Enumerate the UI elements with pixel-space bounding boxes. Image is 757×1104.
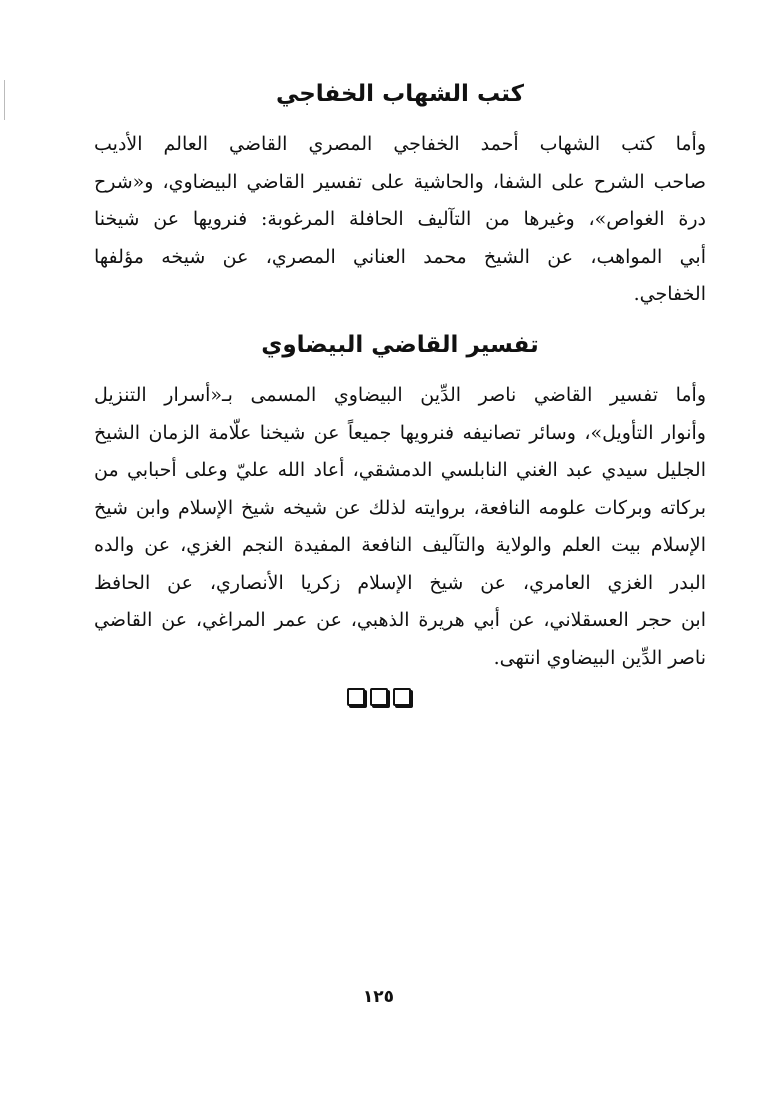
text-line: البدر الغزي العامري، عن شيخ الإسلام زكريا الأنصاري، عن الحافظ — [94, 571, 706, 594]
text-line: وأما كتب الشهاب أحمد الخفاجي المصري القاضي العالم الأديب — [94, 133, 706, 155]
text-line: بركاته وبركات علومه النافعة، بروايته لذلك عن شيخه شيخ الإسلام وابن شيخ — [94, 496, 706, 519]
text-line: درة الغواص»، وغيرها من التآليف الحافلة المرغوبة: فنرويها عن شيخنا — [94, 208, 706, 230]
text-line: الجليل سيدي عبد الغني النابلسي الدمشقي، أعاد الله عليّ وعلى أحبابي من — [94, 459, 706, 481]
section-heading-khafaji: كتب الشهاب الخفاجي — [275, 81, 525, 107]
scan-edge-mark — [4, 80, 5, 120]
text-line: ناصر الدِّين البيضاوي انتهى. — [493, 646, 706, 669]
text-line: وأنوار التأويل»، وسائر تصانيفه فنرويها جميعاً عن شيخنا علّامة الزمان الشيخ — [94, 421, 706, 444]
paragraph-baydawi — [94, 377, 706, 677]
paragraph-khafaji — [94, 126, 706, 314]
section-end-ornament — [0, 688, 757, 706]
square-ornament-icon — [370, 688, 388, 706]
page-number: ١٢٥ — [362, 987, 395, 1007]
text-line: صاحب الشرح على الشفا، والحاشية على تفسير القاضي البيضاوي، و«شرح — [94, 170, 706, 193]
text-line: الخفاجي. — [633, 283, 706, 305]
text-line: ابن حجر العسقلاني، عن أبي هريرة الذهبي، عن عمر المراغي، عن القاضي — [94, 609, 706, 631]
square-ornament-icon — [347, 688, 365, 706]
square-ornament-icon — [393, 688, 411, 706]
section-heading-baydawi: تفسير القاضي البيضاوي — [261, 332, 539, 358]
text-line: أبي المواهب، عن الشيخ محمد العناني المصري، عن شيخه مؤلفها — [94, 245, 706, 268]
text-line: وأما تفسير القاضي ناصر الدِّين البيضاوي المسمى بـ«أسرار التنزيل — [94, 384, 706, 406]
text-line: الإسلام بيت العلم والولاية والتآليف النافعة المفيدة النجم الغزي، عن والده — [94, 534, 706, 556]
